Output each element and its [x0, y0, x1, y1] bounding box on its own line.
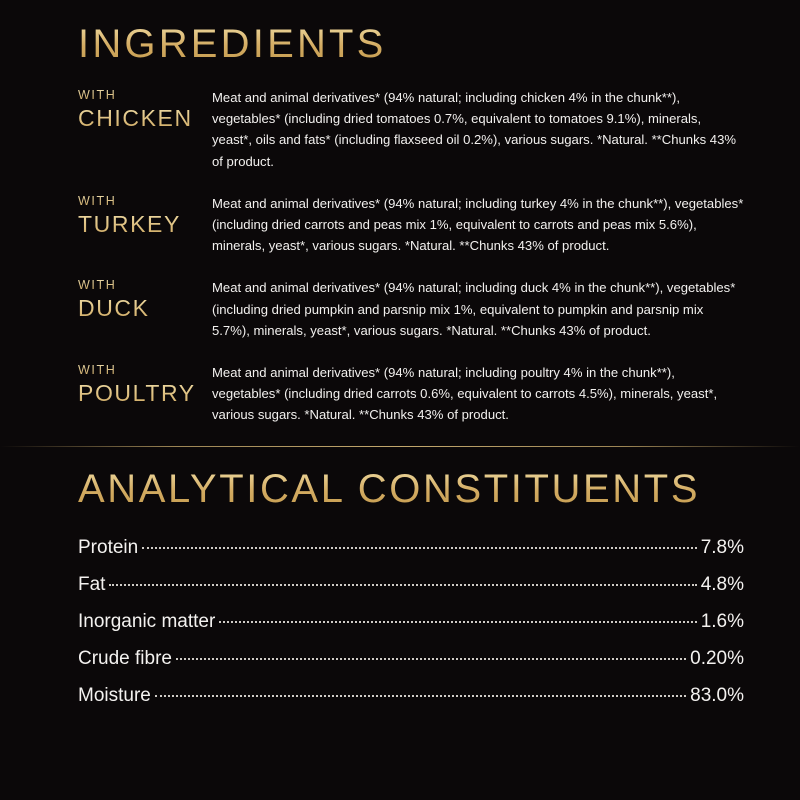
variant-ingredients-text: Meat and animal derivatives* (94% natural; including duck 4% in the chunk**), vegetables* (including dried pumpkin and parsnip mix 1%, equivalent to pumpkin and parsnip mix 5.7%), minerals, yeast*, various sugars. *Natural. **Chunks 43% of product.	[212, 280, 736, 338]
variant-label	[78, 276, 212, 323]
constituent-row	[78, 611, 744, 633]
ingredient-variant-chicken	[78, 86, 744, 172]
leader-dots	[142, 546, 696, 549]
constituent-name: Inorganic matter	[78, 610, 216, 632]
leader-dots	[155, 694, 686, 697]
ingredient-variant-poultry	[78, 361, 744, 426]
constituent-row	[78, 648, 744, 670]
variant-name-text: TURKEY	[78, 210, 212, 239]
variant-ingredients-text: Meat and animal derivatives* (94% natural; including chicken 4% in the chunk**), vegetables* (including dried tomatoes 0.7%, equivalent to tomatoes 9.1%), minerals, yeast*, oils and fats* (including flaxseed oil 0.2%), various sugars. *Natural. **Chunks 43% of product.	[212, 90, 737, 169]
constituent-row	[78, 537, 744, 559]
constituent-value: 4.8%	[700, 573, 744, 595]
variant-name-text: POULTRY	[78, 379, 212, 408]
constituent-value: 83.0%	[690, 684, 744, 706]
variant-with-text: WITH	[78, 278, 212, 293]
constituent-row	[78, 685, 744, 707]
leader-dots	[176, 657, 686, 660]
constituent-value: 7.8%	[700, 536, 744, 558]
variant-ingredients-text: Meat and animal derivatives* (94% natural; including poultry 4% in the chunk**), vegetables* (including dried carrots 0.6%, equivalent to carrots 4.5%), minerals, yeast*, various sugars. *Natural. **Chunks 43% of product.	[212, 365, 718, 423]
constituent-value: 0.20%	[690, 647, 744, 669]
variant-with-text: WITH	[78, 88, 212, 103]
ingredient-variant-duck	[78, 276, 744, 341]
variant-label	[78, 192, 212, 239]
variant-label	[78, 86, 212, 133]
constituent-value: 1.6%	[700, 610, 744, 632]
variant-with-text: WITH	[78, 363, 212, 378]
variant-with-text: WITH	[78, 194, 212, 209]
constituent-row	[78, 574, 744, 596]
constituent-name: Fat	[78, 573, 106, 595]
constituent-name: Crude fibre	[78, 647, 172, 669]
leader-dots	[109, 583, 696, 586]
leader-dots	[219, 620, 696, 623]
constituent-name: Moisture	[78, 684, 151, 706]
variant-label	[78, 361, 212, 408]
variant-name-text: DUCK	[78, 294, 212, 323]
variant-name-text: CHICKEN	[78, 104, 212, 133]
constituent-name: Protein	[78, 536, 139, 558]
variant-ingredients-text: Meat and animal derivatives* (94% natural; including turkey 4% in the chunk**), vegetables* (including dried carrots and peas mix 1%, equivalent to carrots and peas mix 5.6%), minerals, yeast*, various sugars. *Natural. **Chunks 43% of product.	[212, 195, 744, 254]
analytical-constituents-section	[0, 447, 800, 707]
ingredients-title: INGREDIENTS	[78, 22, 744, 66]
analytical-constituents-title: ANALYTICAL CONSTITUENTS	[78, 467, 744, 511]
ingredient-variant-turkey	[78, 192, 744, 257]
